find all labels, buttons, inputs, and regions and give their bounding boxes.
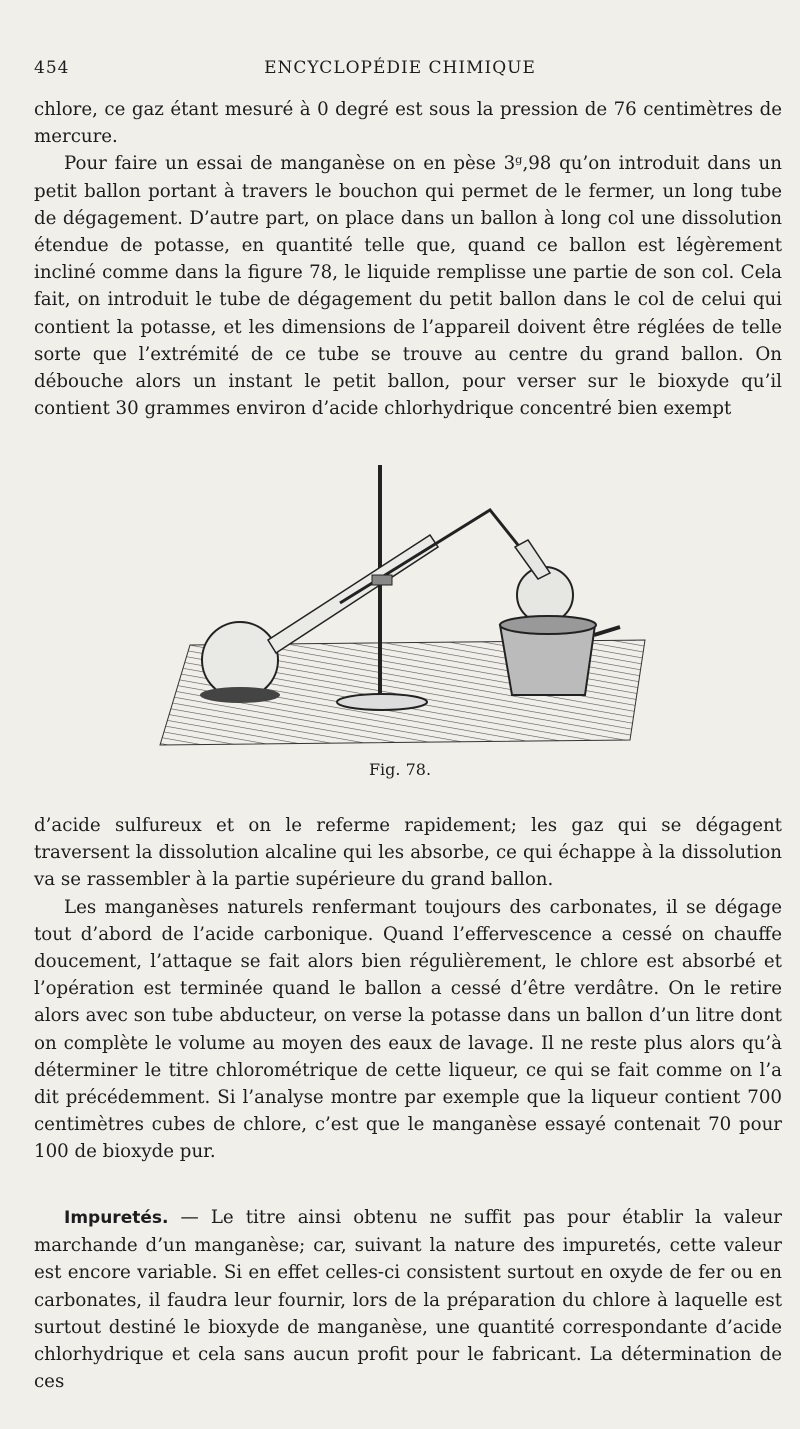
paragraph-text: — Le titre ainsi obtenu ne suffit pas pour établir la valeur marchande d’un manganèse; car, suivant la nature des impuretés, cette valeur est encore variable. Si en effet celles-ci consistent surtout en oxyde de fer ou en carbonates, il faudra leur fournir, lors de la préparation du chlore à laquelle est surtout destiné le bioxyde de manganèse, une quantité correspondante d’acide chlorhydrique et cela sans aucun profit pour le fabricant. La détermination de ces bbox=[34, 1207, 782, 1393]
paragraph: Les manganèses naturels renfermant toujours des carbonates, il se dégage tout d’abord de l’acide carbonique. Quand l’effervescence a cessé on chauffe doucement, l’attaque se fait alors bien régulièrement, le chlore est absorbé et l’opération est terminée quand le ballon a cessé d’être verdâtre. On le retire alors avec son tube abducteur, on verse la potasse dans un ballon d’un litre dont on complète le volume au moyen des eaux de lavage. Il ne reste plus alors qu’à déterminer le titre chlorométrique de cette liqueur, ce qui se fait comme on l’a dit précédemment. Si l’analyse montre par exemple que la liqueur contient 700 centimètres cubes de chlore, c’est que le manganèse essayé contenait 70 pour 100 de bioxyde pur. bbox=[34, 896, 782, 1163]
text-block-middle bbox=[34, 812, 782, 1166]
water-bath bbox=[500, 625, 595, 695]
figure-caption: Fig. 78. bbox=[368, 760, 432, 779]
running-title: ENCYCLOPÉDIE CHIMIQUE bbox=[264, 58, 536, 78]
bath-rim bbox=[500, 616, 596, 634]
text-block-top bbox=[34, 96, 782, 422]
section-heading: Impuretés. bbox=[64, 1208, 169, 1228]
page-header bbox=[34, 58, 766, 84]
bath-handle bbox=[594, 627, 620, 635]
clamp bbox=[372, 575, 392, 585]
paragraph-impuretes bbox=[34, 1204, 782, 1395]
apparatus-figure bbox=[150, 455, 650, 755]
text-block-impuretes bbox=[34, 1204, 782, 1395]
paragraph: Pour faire un essai de manganèse on en pèse 3ᵍ,98 qu’on introduit dans un petit ballon portant à travers le bouchon qui permet de le fermer, un long tube de dégagement. D’autre part, on place dans un ballon à long col une dissolution étendue de potasse, en quantité telle que, quand ce ballon est légèrement incliné comme dans la figure 78, le liquide remplisse une partie de son col. Cela fait, on introduit le tube de dégagement du petit ballon dans le col de celui qui contient la potasse, et les dimensions de l’appareil doivent être réglées de telle sorte que l’extrémité de ce tube se trouve au centre du grand ballon. On débouche alors un instant le petit ballon, pour verser sur le bioxyde qu’il contient 30 grammes environ d’acide chlorhydrique concentré bien exempt bbox=[34, 153, 782, 420]
page-number: 454 bbox=[34, 58, 70, 78]
large-flask bbox=[202, 622, 278, 698]
paragraph: d’acide sulfureux et on le referme rapidement; les gaz qui se dégagent traversent la dissolution alcaline qui les absorbe, ce qui échappe à la dissolution va se rassembler à la partie supérieure du grand ballon. bbox=[34, 815, 782, 891]
flask-ring bbox=[200, 687, 280, 703]
paragraph: chlore, ce gaz étant mesuré à 0 degré est sous la pression de 76 centimètres de mercure. bbox=[34, 99, 782, 148]
stand-base bbox=[337, 694, 427, 710]
